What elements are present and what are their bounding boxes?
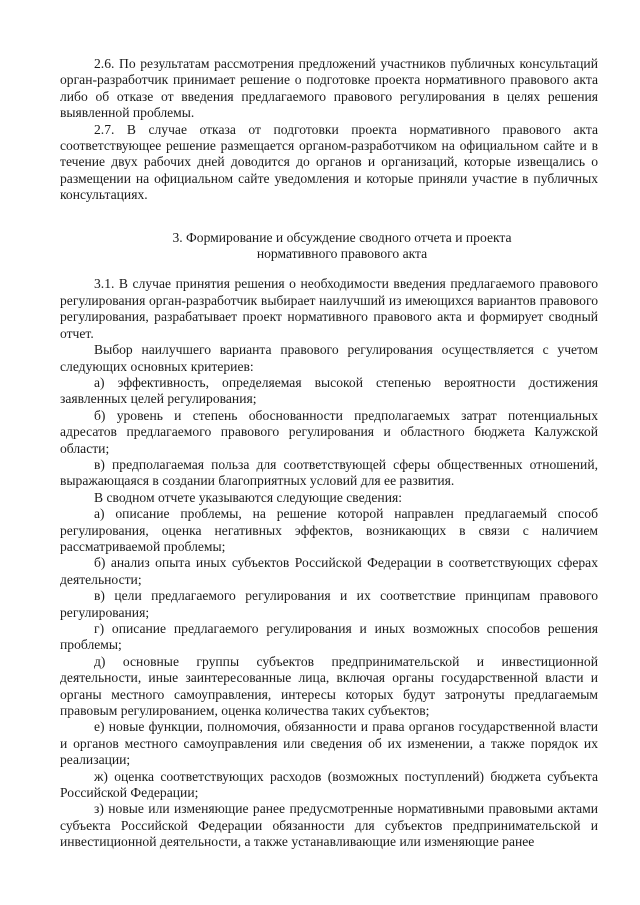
section-heading-line-2: нормативного правового акта [256, 246, 428, 262]
paragraph-report-b: б) анализ опыта иных субъектов Российской Федерации в соответствующих сферах деятельности; [60, 555, 598, 587]
paragraph-report-e: е) новые функции, полномочия, обязанности и права органов государственной власти и органов местного самоуправления или сведения об их изменении, а также порядок их реализации; [60, 719, 598, 768]
paragraph-criteria-b: б) уровень и степень обоснованности предполагаемых затрат потенциальных адресатов предлагаемого правового регулирования и областного бюджета Калужской области; [60, 407, 598, 456]
paragraph-report-v: в) цели предлагаемого регулирования и их соответствие принципам правового регулирования; [60, 588, 598, 620]
paragraph-3-1: 3.1. В случае принятия решения о необходимости введения предлагаемого правового регулирования орган-разработчик выбирает наилучший из имеющихся вариантов правового регулирования, разрабатывает проект нормативного правового акта и формирует сводный отчет. [60, 276, 598, 341]
section-heading-line-1: 3. Формирование и обсуждение сводного отчета и проекта [172, 229, 512, 245]
paragraph-2-6: 2.6. По результатам рассмотрения предложений участников публичных консультаций орган-разработчик принимает решение о подготовке проекта нормативного правового акта либо об отказе от введения предлагаемого правового регулирования в целях решения выявленной проблемы. [60, 56, 598, 121]
section-heading [60, 230, 598, 263]
paragraph-criteria-v: в) предполагаемая польза для соответствующей сферы общественных отношений, выражающаяся в создании благоприятных условий для ее развития. [60, 456, 598, 489]
paragraph-report-intro: В сводном отчете указываются следующие сведения: [94, 489, 403, 505]
paragraph-criteria-a: а) эффективность, определяемая высокой степенью вероятности достижения заявленных целей регулирования; [60, 374, 598, 407]
paragraph-report-d: д) основные группы субъектов предпринимательской и инвестиционной деятельности, иные заинтересованные лица, включая органы государственной власти и органы местного самоуправления, интересы которых будут затронуты предлагаемым правовым регулированием, оценка количества таких субъектов; [60, 653, 598, 719]
paragraph-report-a: а) описание проблемы, на решение которой направлен предлагаемый способ регулирования, оценка негативных эффектов, возникающих в связи с наличием рассматриваемой проблемы; [60, 506, 598, 554]
paragraph-report-z: з) новые или изменяющие ранее предусмотренные нормативными правовыми актами субъекта Российской Федерации обязанности для субъектов предпринимательской и инвестиционной деятельности, а также устанавливающие или изменяющие ранее [60, 801, 598, 850]
paragraph-report-g: г) описание предлагаемого регулирования и иных возможных способов решения проблемы; [60, 621, 598, 653]
paragraph-report-zh: ж) оценка соответствующих расходов (возможных поступлений) бюджета субъекта Российской Федерации; [60, 768, 598, 801]
paragraph-criteria-intro: Выбор наилучшего варианта правового регулирования осуществляется с учетом следующих основных критериев: [60, 342, 598, 374]
paragraph-2-7: 2.7. В случае отказа от подготовки проекта нормативного правового акта соответствующее решение размещается органом-разработчиком на официальном сайте и в течение двух рабочих дней доводится до органов и организаций, которые извещались о размещении на официальном сайте уведомления и которые приняли участие в публичных консультациях. [60, 121, 598, 203]
